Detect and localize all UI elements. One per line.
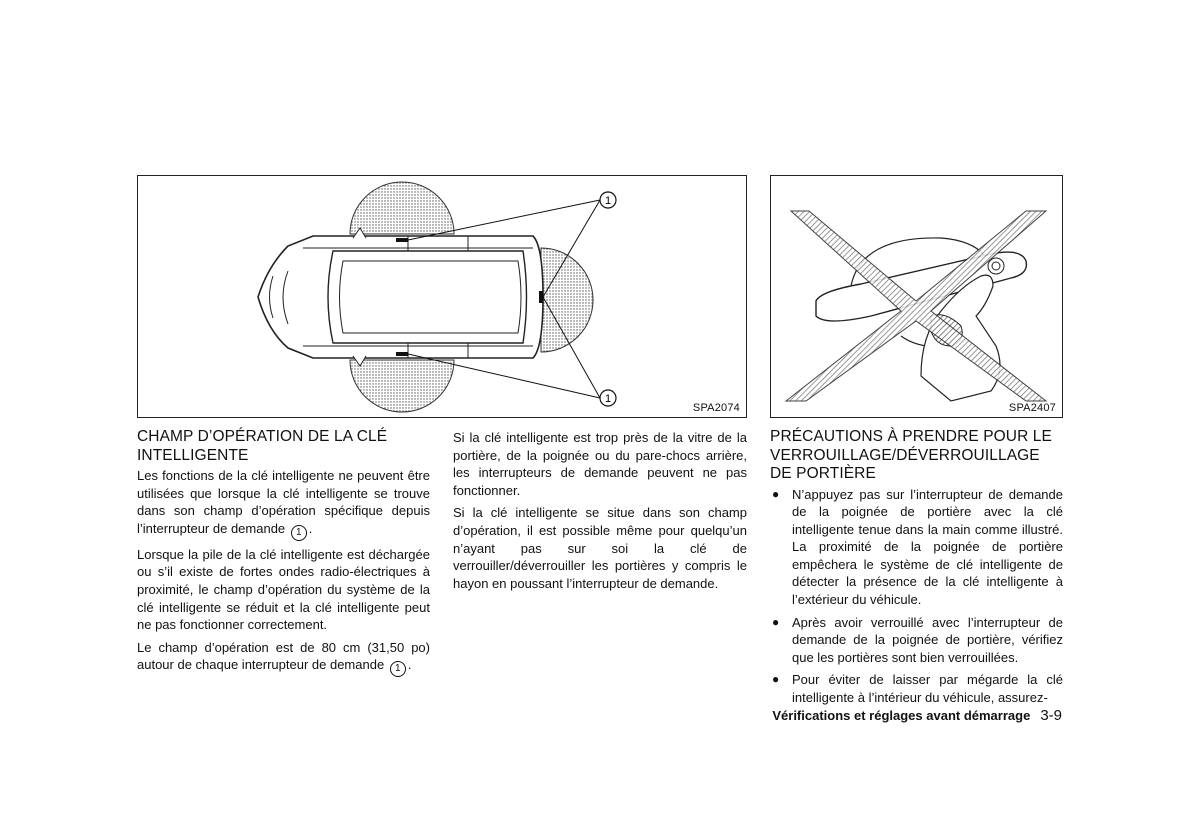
paragraph-range-2: Lorsque la pile de la clé intelligente est déchargée ou s’il existe de fortes ondes radio-électriques à proximité, le champ d’opération du système de la clé intelligente se réduit et la clé intelligente peut ne pas fonctionner correctement. <box>137 546 430 633</box>
precautions-list <box>770 486 1063 707</box>
middle-column <box>453 429 747 597</box>
paragraph-middle-1: Si la clé intelligente est trop près de la vitre de la portière, de la poignée ou du pare-chocs arrière, les interrupteurs de demande peuvent ne pas fonctionner. <box>453 430 747 498</box>
car-top-view-diagram-icon <box>138 176 746 417</box>
left-column <box>137 428 430 682</box>
crossed-hand-key-icon <box>771 176 1062 417</box>
footer-section-title: Vérifications et réglages avant démarrage <box>772 708 1031 723</box>
paragraph-range-3 <box>137 639 430 678</box>
list-item <box>770 486 1063 609</box>
paragraph-text: Les fonctions de la clé intelligente ne peuvent être utilisées que lorsque la clé intelligente se trouve dans son champ d’opération spécifique depuis l’interrupteur de demande <box>137 468 430 536</box>
right-column <box>770 428 1063 712</box>
figure-code-left: SPA2074 <box>692 402 740 414</box>
bullet-icon: ● <box>772 672 780 687</box>
list-item <box>770 671 1063 706</box>
circled-number-marker: 1 <box>390 661 406 677</box>
page-footer <box>772 707 1062 724</box>
sentence-end: . <box>308 520 313 536</box>
paragraph-middle-2: Si la clé intelligente se situe dans son champ d’opération, il est possible même pour quelqu’un n’ayant pas sur soi la clé de verrouiller/déverrouiller les portières y compris le hayon en poussant l’interrupteur de demande. <box>453 505 747 591</box>
list-item-text: Pour éviter de laisser par mégarde la clé intelligente à l’intérieur du véhicule, assurez- <box>792 672 1063 706</box>
callout-top-label: 1 <box>604 195 612 207</box>
paragraph-text: Le champ d’opération est de 80 cm (31,50 po) autour de chaque interrupteur de demande <box>137 639 430 673</box>
circled-number-marker: 1 <box>291 525 307 541</box>
bullet-icon: ● <box>772 486 780 501</box>
figure-hand-key-warning <box>770 175 1063 418</box>
paragraph-range-1 <box>137 467 430 541</box>
bullet-icon: ● <box>772 614 780 629</box>
list-item-text: N’appuyez pas sur l’interrupteur de demande de la poignée de portière avec la clé intelligente tenue dans la main comme illustré. La proximité de la poignée de portière empêchera le système de clé intelligente de détecter la présence de la clé intelligente à l’extérieur du véhicule. <box>792 486 1063 608</box>
list-item <box>770 614 1063 667</box>
callout-bottom-label: 1 <box>604 393 612 405</box>
section-heading-range: CHAMP D’OPÉRATION DE LA CLÉ INTELLIGENTE <box>137 428 388 464</box>
sentence-end: . <box>407 657 412 673</box>
list-item-text: Après avoir verrouillé avec l’interrupteur de demande de la poignée de portière, vérifiez que les portières sont bien verrouillées. <box>792 614 1063 665</box>
page-number: 3-9 <box>1040 707 1062 724</box>
section-heading-precautions: PRÉCAUTIONS À PRENDRE POUR LE VERROUILLAGE/DÉVERROUILLAGE DE PORTIÈRE <box>770 428 1052 482</box>
figure-code-right: SPA2407 <box>1008 402 1056 414</box>
figure-car-range-diagram <box>137 175 747 418</box>
